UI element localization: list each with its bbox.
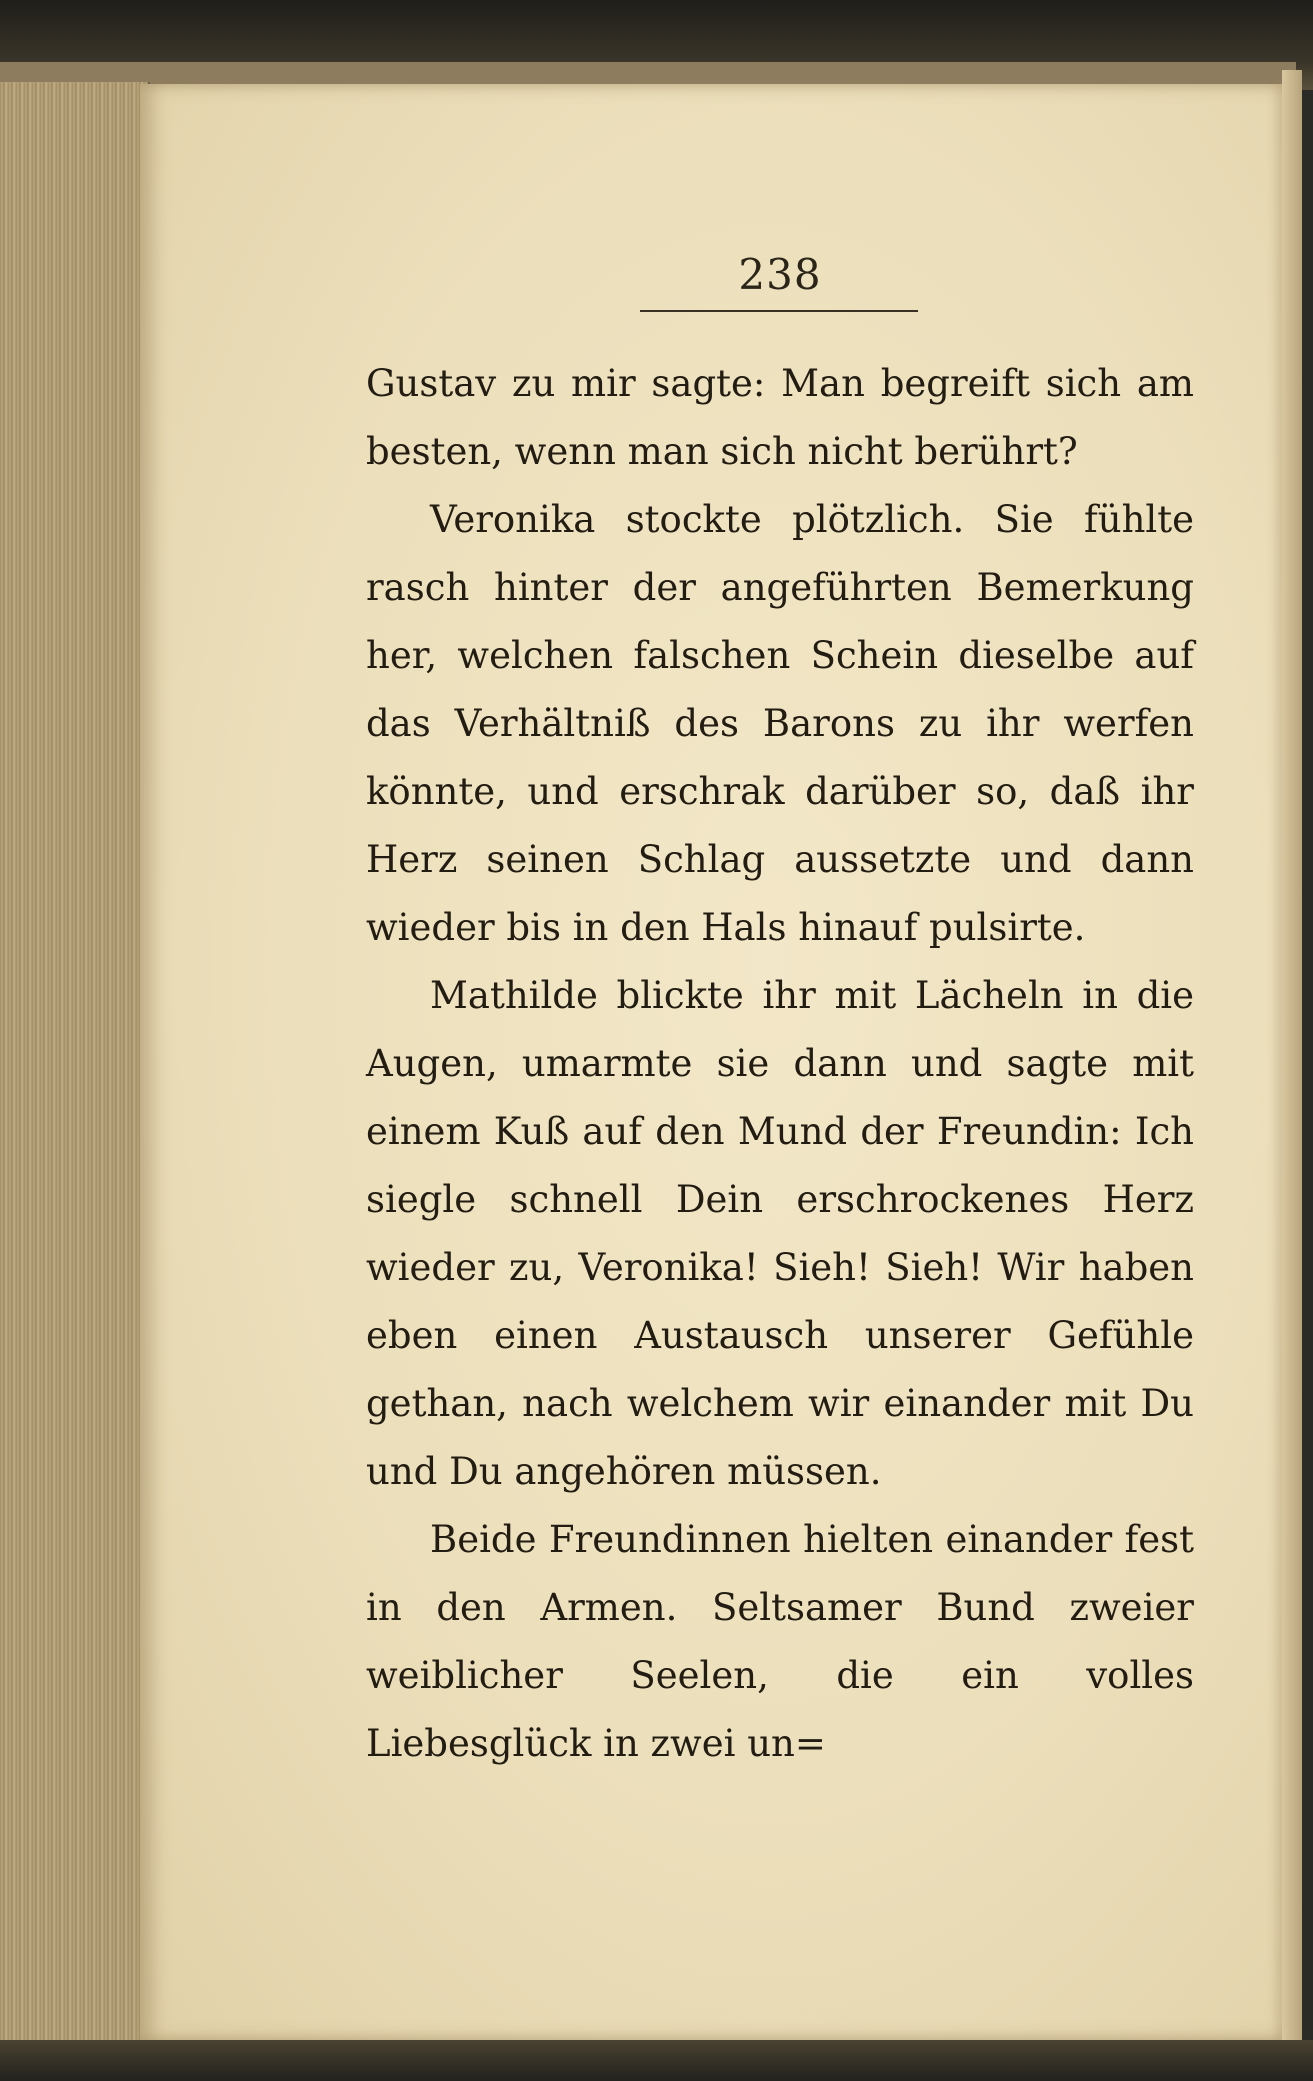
header-rule [640,310,918,312]
scan-bottom-background [0,2040,1313,2081]
paragraph-3: Mathilde blickte ihr mit Lächeln in die Augen, umarmte sie dann und sagte mit einem Kuß auf den Mund der Freundin: Ich siegle schnell Dein erschrockenes Herz wieder zu, Veronika! Sieh! Sieh! Wir haben eben einen Austausch unserer Gefühle gethan, nach welchem wir einander mit Du und Du angehören müssen. [366,974,1194,1493]
paragraph-4: Beide Freundinnen hielten einander fest in den Armen. Seltsamer Bund zweier weiblicher Seelen, die ein volles Liebesglück in zwei un= [366,1518,1194,1765]
facing-page-edge [1282,70,1302,2050]
paragraph-1: Gustav zu mir sagte: Man begreift sich am besten, wenn man sich nicht berührt? [366,362,1194,473]
page-number: 238 [738,250,822,299]
page-edges [0,82,150,2042]
page-body-text [366,350,1194,1778]
paragraph-2: Veronika stockte plötzlich. Sie fühlte rasch hinter der angeführten Bemerkung her, welchen falschen Schein dieselbe auf das Verhältniß des Barons zu ihr werfen könnte, und erschrak darüber so, daß ihr Herz seinen Schlag aussetzte und dann wieder bis in den Hals hinauf pulsirte. [366,498,1194,949]
